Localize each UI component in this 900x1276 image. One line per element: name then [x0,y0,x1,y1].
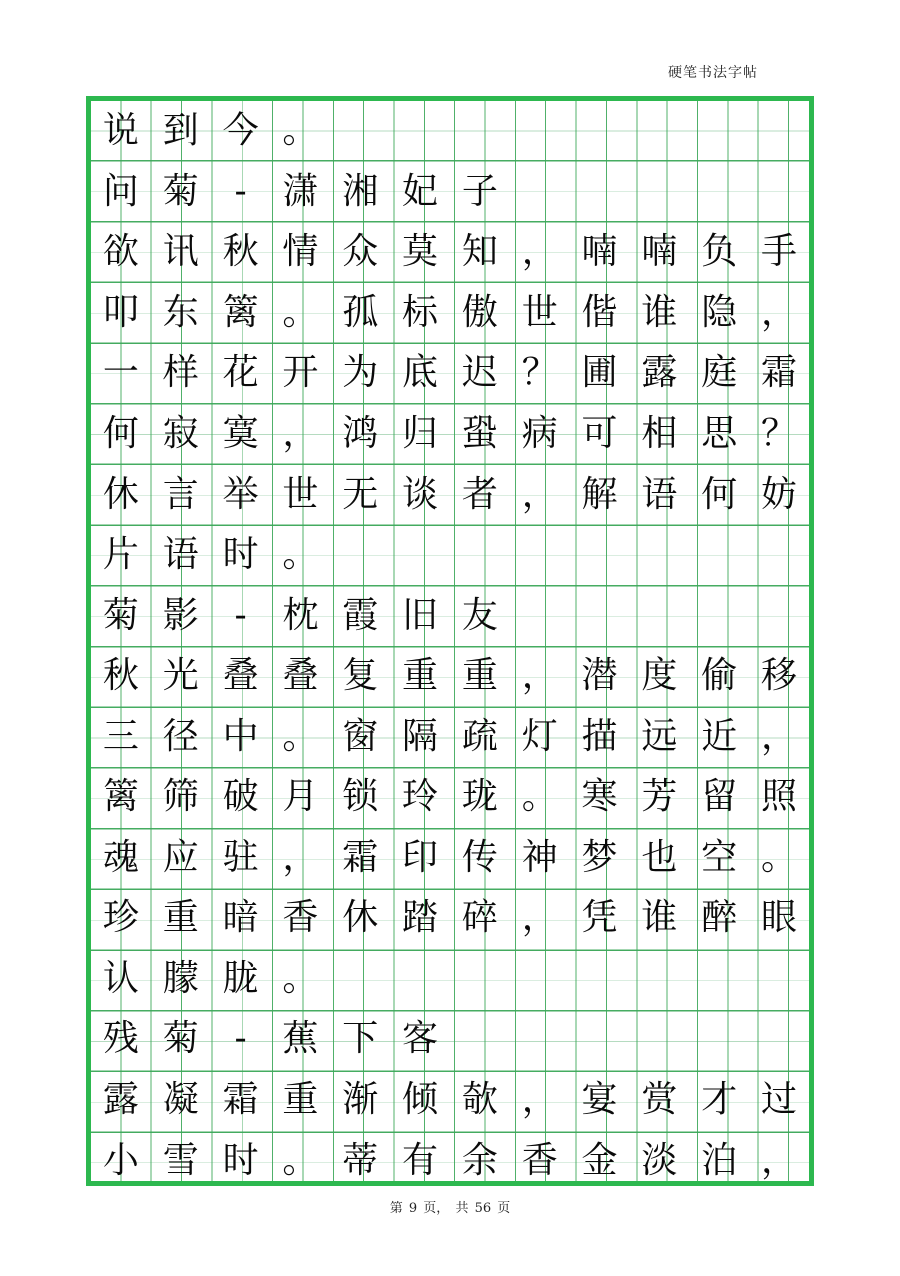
grid-cell: 泊 [701,1139,738,1181]
grid-cell [570,101,630,162]
grid-cell [330,949,390,1010]
grid-cell: 霜 [761,352,798,394]
grid-cell: 香 [521,1139,558,1181]
grid-cell: 欹 [461,1079,498,1121]
grid-cell: 无 [342,473,379,515]
grid-cell: 破 [222,776,259,818]
grid-cell: 寂 [162,413,199,454]
grid-cell: 谁 [641,291,678,333]
grid-cell: 胧 [222,957,259,999]
grid-cell: 可 [581,413,618,454]
grid-cell: 傲 [461,291,498,333]
footer-total-pages: 56 [474,1201,492,1216]
grid-cell: ， [521,655,558,697]
grid-cell: 叠 [282,655,319,697]
grid-cell: 应 [162,836,199,878]
grid-cell: 露 [641,352,678,394]
grid-cell: 病 [521,413,558,454]
grid-cell: 驻 [222,836,259,878]
grid-cell: 手 [761,231,798,273]
grid-cell: 暗 [222,897,259,939]
grid-cell [749,1009,809,1070]
grid-cell: 才 [701,1079,738,1121]
grid-cell: 者 [461,473,498,515]
grid-cell: 相 [641,413,678,454]
grid-cell [570,585,630,646]
grid-cell: 中 [222,715,259,757]
grid-cell: 妨 [761,473,798,515]
grid-cell: 淡 [641,1139,678,1181]
grid-cell: 。 [761,836,798,878]
grid-cell: ， [761,715,798,757]
grid-cell [450,1009,510,1070]
grid-cell: ， [521,473,558,515]
grid-cell [749,162,809,223]
grid-cell [450,101,510,162]
grid-cell [330,101,390,162]
grid-cell [689,162,749,223]
grid-cell [330,525,390,586]
grid-cell: 。 [282,957,319,999]
grid-cell: 霞 [342,594,379,636]
grid-cell: 有 [402,1139,439,1181]
grid-cell: 偕 [581,291,618,333]
grid-cell: 庭 [701,352,738,394]
grid-cell: 妃 [402,170,439,212]
footer-page-number: 9 [408,1201,418,1216]
grid-cell: 渐 [342,1079,379,1121]
grid-cell: 重 [461,655,498,697]
grid-cell: 隐 [701,291,738,333]
grid-cell [749,585,809,646]
grid-cell [689,101,749,162]
grid-cell [510,585,570,646]
grid-cell: 偷 [701,655,738,697]
grid-cell [450,525,510,586]
grid-cell: 重 [402,655,439,697]
grid-cell: 香 [282,897,319,939]
grid-cell: - [234,1018,247,1060]
grid-cell: 秋 [102,655,139,697]
grid-cell: ， [282,836,319,878]
grid-cell [689,1009,749,1070]
grid-cell: - [234,170,247,212]
grid-cell [510,1009,570,1070]
grid-cell: 休 [342,897,379,939]
grid-cell: 眼 [761,897,798,939]
grid-cell: 描 [581,715,618,757]
grid-cell: 到 [162,110,199,152]
grid-cell: 秋 [222,231,259,273]
grid-cell: - [234,594,247,636]
grid-cell: 度 [641,655,678,697]
grid-cell [629,949,689,1010]
grid-cell [749,949,809,1010]
grid-cell: 花 [222,352,259,394]
grid-cell: 迟 [461,352,498,394]
grid-cell [629,1009,689,1070]
grid-cell: 隔 [402,715,439,757]
grid-cell: 移 [761,655,798,697]
grid-cell [570,525,630,586]
grid-cell: 问 [102,170,139,212]
grid-cell: 何 [102,413,139,454]
grid-cell [629,585,689,646]
grid-cell [390,949,450,1010]
grid-cell: 芳 [641,776,678,818]
grid-cell: 举 [222,473,259,515]
grid-cell [689,949,749,1010]
grid-cell: 宴 [581,1079,618,1121]
grid-cell: 休 [102,473,139,515]
grid-cell: 解 [581,473,618,515]
grid-cell: 。 [282,1139,319,1181]
grid-cell: 霜 [342,836,379,878]
grid-cell: 余 [461,1139,498,1181]
grid-cell: 底 [402,352,439,394]
grid-cell: 小 [102,1139,139,1181]
grid-cell [510,162,570,223]
grid-cell: 凭 [581,897,618,939]
grid-cell: 叩 [102,291,139,333]
grid-cell: 菊 [102,594,139,636]
grid-cell: 三 [102,715,139,757]
grid-cell [450,949,510,1010]
grid-cell: 子 [461,170,498,212]
grid-cell: 负 [701,231,738,273]
grid-cell: 魂 [102,836,139,878]
grid-cell: 雪 [162,1139,199,1181]
grid-cell: 归 [402,413,439,454]
grid-cell [749,101,809,162]
grid-cell: 凝 [162,1079,199,1121]
grid-cell: 印 [402,836,439,878]
grid-cell: 锁 [342,776,379,818]
grid-cell: 蕉 [282,1018,319,1060]
grid-cell: 言 [162,473,199,515]
grid-cell: 时 [222,1139,259,1181]
grid-cell: 复 [342,655,379,697]
grid-cell: ， [761,291,798,333]
grid-cell [510,525,570,586]
grid-cell: 窗 [342,715,379,757]
grid-cell: ， [521,897,558,939]
grid-cell: 知 [461,231,498,273]
grid-cell: 认 [102,957,139,999]
grid-cell: 梦 [581,836,618,878]
grid-cell: 灯 [521,715,558,757]
grid-cell: 旧 [402,594,439,636]
grid-cell [510,101,570,162]
grid-cell: 叠 [222,655,259,697]
grid-cell: 空 [701,836,738,878]
grid-cell: 。 [282,715,319,757]
grid-cell [570,162,630,223]
grid-cell: 样 [162,352,199,394]
grid-cell: 时 [222,534,259,576]
grid-cell [570,949,630,1010]
grid-cell: ， [521,231,558,273]
grid-cell [689,525,749,586]
grid-cell [749,525,809,586]
footer-total-unit: 页 [497,1201,511,1216]
grid-cell: 语 [162,534,199,576]
grid-cell: 思 [701,413,738,454]
grid-cell: 玲 [402,776,439,818]
grid-cell: ？ [521,352,558,394]
grid-cell: 一 [102,352,139,394]
grid-cell: 潇 [282,170,319,212]
grid-cell: 影 [162,594,199,636]
grid-cell: 也 [641,836,678,878]
grid-cell [689,585,749,646]
grid-cell: 枕 [282,594,319,636]
grid-cell: 友 [461,594,498,636]
grid-cell: 近 [701,715,738,757]
grid-cell: 湘 [342,170,379,212]
grid-cell [629,525,689,586]
grid-cell: 踏 [402,897,439,939]
grid-cell [570,1009,630,1070]
grid-cell: 。 [282,291,319,333]
grid-cell: 孤 [342,291,379,333]
grid-cell: 为 [342,352,379,394]
grid-cell: 月 [282,776,319,818]
grid-cell: 今 [222,110,259,152]
grid-cell [629,101,689,162]
grid-cell: 照 [761,776,798,818]
grid-cell: 语 [641,473,678,515]
grid-cell: 情 [282,231,319,273]
grid-cell: 欲 [102,231,139,273]
grid-cell: 径 [162,715,199,757]
grid-cell: 东 [162,291,199,333]
grid-cell: 喃 [581,231,618,273]
grid-cell: 光 [162,655,199,697]
grid-cell: 蛩 [461,413,498,454]
grid-cell: 筛 [162,776,199,818]
grid-cell: 开 [282,352,319,394]
grid-cell: 蒂 [342,1139,379,1181]
grid-cell: 倾 [402,1079,439,1121]
grid-cell: 客 [402,1018,439,1060]
grid-cell: 。 [282,534,319,576]
grid-cell: 片 [102,534,139,576]
grid-cell: 何 [701,473,738,515]
grid-cell: 。 [521,776,558,818]
grid-cell: 莫 [402,231,439,273]
grid-cell: 寞 [222,413,259,454]
grid-cell: 朦 [162,957,199,999]
grid-cell: 重 [162,897,199,939]
footer-total-prefix: 共 [455,1201,469,1216]
grid-cell: 潜 [581,655,618,697]
grid-cell: 篱 [102,776,139,818]
grid-cell: 标 [402,291,439,333]
grid-cell [629,162,689,223]
grid-cell: ， [521,1079,558,1121]
grid-cell: 谁 [641,897,678,939]
grid-cell: 霜 [222,1079,259,1121]
grid-cell: 疏 [461,715,498,757]
grid-cell [390,101,450,162]
grid-cell: ？ [761,413,798,454]
page-footer [0,1197,900,1216]
grid-cell: 碎 [461,897,498,939]
grid-cell: 过 [761,1079,798,1121]
grid-cell: 说 [102,110,139,152]
grid-cell: 珍 [102,897,139,939]
grid-cell: 露 [102,1079,139,1121]
character-grid [91,101,809,1181]
footer-prefix: 第 [389,1201,403,1216]
grid-cell [390,525,450,586]
grid-cell: 。 [282,110,319,152]
grid-cell: 醉 [701,897,738,939]
footer-page-unit: 页， [423,1201,450,1216]
grid-cell: 远 [641,715,678,757]
grid-cell: 残 [102,1018,139,1060]
grid-cell: 世 [282,473,319,515]
calligraphy-grid-sheet [86,96,814,1186]
grid-cell: 赏 [641,1079,678,1121]
grid-cell: 金 [581,1139,618,1181]
grid-cell: 珑 [461,776,498,818]
grid-cell: 圃 [581,352,618,394]
grid-cell: 众 [342,231,379,273]
grid-cell: 下 [342,1018,379,1060]
grid-cell: 世 [521,291,558,333]
grid-cell: ， [282,413,319,454]
grid-cell: 菊 [162,1018,199,1060]
grid-cell: 重 [282,1079,319,1121]
grid-cell: 菊 [162,170,199,212]
page-header-title: 硬笔书法字帖 [668,65,758,81]
grid-cell: 喃 [641,231,678,273]
grid-cell: 神 [521,836,558,878]
grid-cell: 谈 [402,473,439,515]
grid-cell: 传 [461,836,498,878]
grid-cell: ， [761,1139,798,1181]
grid-cell: 鸿 [342,413,379,454]
grid-cell [510,949,570,1010]
grid-cell: 讯 [162,231,199,273]
grid-cell: 留 [701,776,738,818]
grid-cell: 寒 [581,776,618,818]
grid-cell: 篱 [222,291,259,333]
